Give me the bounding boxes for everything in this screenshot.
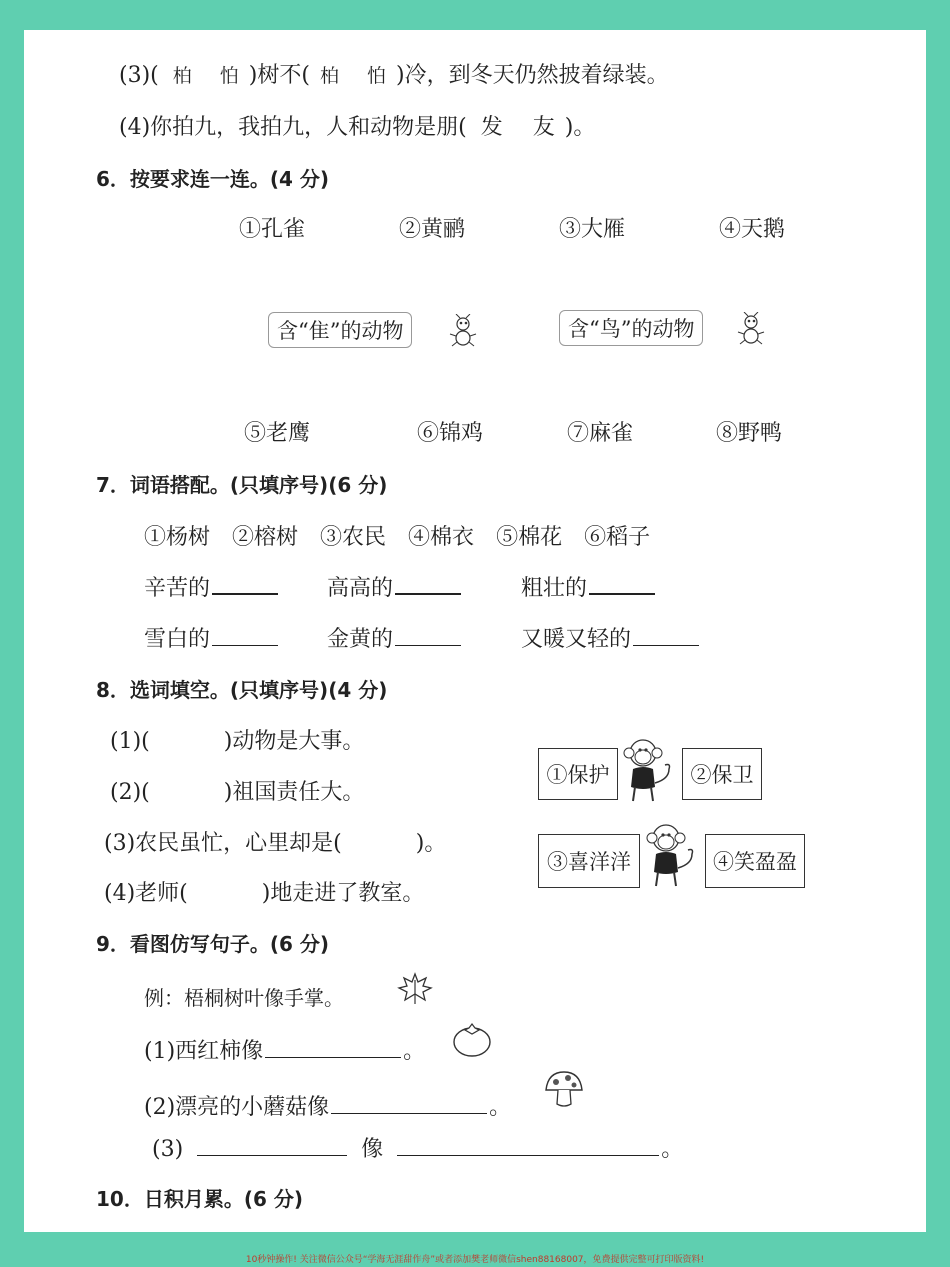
q8-item-pre: (3)农民虽忙，心里却是( [104,831,342,856]
q7-blank[interactable] [633,625,699,646]
monkey-icon [644,820,700,892]
q6-title: 6．按要求连一连。(4 分) [96,167,330,191]
q7-option-6: ⑥稻子 [584,525,651,550]
q7-blank[interactable] [212,625,278,646]
q8-item-4 [104,876,424,907]
q7-option-5: ⑤棉花 [496,525,563,550]
q8-choice-2[interactable]: ②保卫 [682,748,762,800]
q7-blank[interactable] [589,573,655,595]
q8-item-post: )地走进了教室。 [261,881,425,906]
q6-box-niao[interactable]: 含“鸟”的动物 [559,310,703,346]
q7-blank[interactable] [395,625,461,646]
q9-s2-blank[interactable] [331,1093,487,1114]
q7-blank[interactable] [395,573,461,595]
q6-box-zhui[interactable]: 含“隹”的动物 [268,312,412,348]
q5-line-3 [119,58,669,89]
q6-top-2[interactable]: ②黄鹂 [399,217,466,242]
q8-blank[interactable] [152,779,222,799]
q8-blank[interactable] [190,880,260,900]
q5-4-choice-a[interactable]: 发 [480,115,503,140]
q8-choice-3[interactable]: ③喜洋洋 [538,834,640,888]
q5-3-choice-b[interactable]: 怕 [219,65,239,87]
q5-4-post: )。 [564,115,596,140]
q9-s1-post: 。 [403,1039,426,1064]
q6-top-4[interactable]: ④天鹅 [719,217,786,242]
q7-options [144,520,650,551]
q5-3-choice-d[interactable]: 怕 [366,65,386,87]
q8-blank[interactable] [344,830,414,850]
q7-row2-item1 [144,622,280,653]
q7-label: 又暖又轻的 [521,627,632,652]
q7-label: 高高的 [327,576,394,601]
q7-row1-item1 [144,571,280,602]
worksheet-page [24,30,926,1232]
q8-title: 8．选词填空。(只填序号)(4 分) [96,678,388,702]
q9-example: 例：梧桐树叶像手掌。 [144,986,344,1010]
q7-option-1: ①杨树 [144,525,211,550]
ant-icon [448,314,478,348]
q9-s2 [144,1090,511,1121]
q9-s1-blank[interactable] [265,1037,401,1058]
q8-item-2 [110,775,364,806]
q9-s3 [152,1132,683,1163]
q9-s1 [144,1034,425,1065]
q9-s3-pre: (3) [152,1137,184,1162]
q5-3-post: )冷，到冬天仍然披着绿装。 [395,63,669,88]
q8-item-post: )动物是大事。 [223,729,365,754]
q6-bottom-7[interactable]: ⑦麻雀 [567,421,634,446]
q8-choice-1[interactable]: ①保护 [538,748,618,800]
q5-3-choice-c[interactable]: 柏 [319,65,339,87]
q7-option-2: ②榕树 [232,525,299,550]
monkey-icon [621,735,677,807]
q8-blank[interactable] [152,728,222,748]
leaf-icon [396,970,434,1006]
q7-option-4: ④棉衣 [408,525,475,550]
q8-item-1 [110,724,364,755]
q7-label: 雪白的 [144,627,211,652]
q7-label: 辛苦的 [144,576,211,601]
q7-label: 粗壮的 [521,576,588,601]
q7-blank[interactable] [212,573,278,595]
q5-3-pre: (3)( [119,63,159,88]
q7-row2-item2 [327,622,463,653]
q8-item-post: )。 [415,831,447,856]
q6-bottom-5[interactable]: ⑤老鹰 [244,421,311,446]
q7-row2-item3 [521,622,701,653]
q8-item-pre: (1)( [110,729,150,754]
q6-top-1[interactable]: ①孔雀 [239,217,306,242]
q7-row1-item2 [327,571,463,602]
q5-3-choice-a[interactable]: 柏 [172,65,192,87]
q8-item-pre: (4)老师( [104,881,188,906]
q5-3-mid: )树不( [248,63,310,88]
q8-item-3 [104,826,446,857]
q7-row1-item3 [521,571,657,602]
ant-icon [736,312,766,346]
q9-s3-mid: 像 [361,1137,384,1162]
q7-label: 金黄的 [327,627,394,652]
q5-line-4 [119,110,595,141]
q9-s1-pre: (1)西红柿像 [144,1039,264,1064]
q9-s3-blank-1[interactable] [197,1135,347,1156]
q8-item-pre: (2)( [110,780,150,805]
footer-note: 10秒钟操作! 关注微信公众号“学海无涯甜作舟”或者添加樊老师微信shen88168007，免费提供完整可打印版资料! [245,1255,705,1265]
mushroom-icon [542,1068,586,1110]
q5-4-pre: (4)你拍九，我拍九，人和动物是朋( [119,115,467,140]
q7-option-3: ③农民 [320,525,387,550]
q9-s3-post: 。 [661,1137,684,1162]
q5-4-choice-b[interactable]: 友 [532,115,555,140]
q6-bottom-8[interactable]: ⑧野鸭 [716,421,783,446]
q7-title: 7．词语搭配。(只填序号)(6 分) [96,473,388,497]
q6-bottom-6[interactable]: ⑥锦鸡 [417,421,484,446]
q6-top-3[interactable]: ③大雁 [559,217,626,242]
q8-choice-4[interactable]: ④笑盈盈 [705,834,805,888]
q10-title: 10．日积月累。(6 分) [96,1187,303,1211]
q8-item-post: )祖国责任大。 [223,780,365,805]
tomato-icon [451,1020,493,1058]
q9-s2-pre: (2)漂亮的小蘑菇像 [144,1095,330,1120]
q9-s3-blank-2[interactable] [397,1135,659,1156]
q9-s2-post: 。 [489,1095,512,1120]
q9-title: 9．看图仿写句子。(6 分) [96,932,330,956]
